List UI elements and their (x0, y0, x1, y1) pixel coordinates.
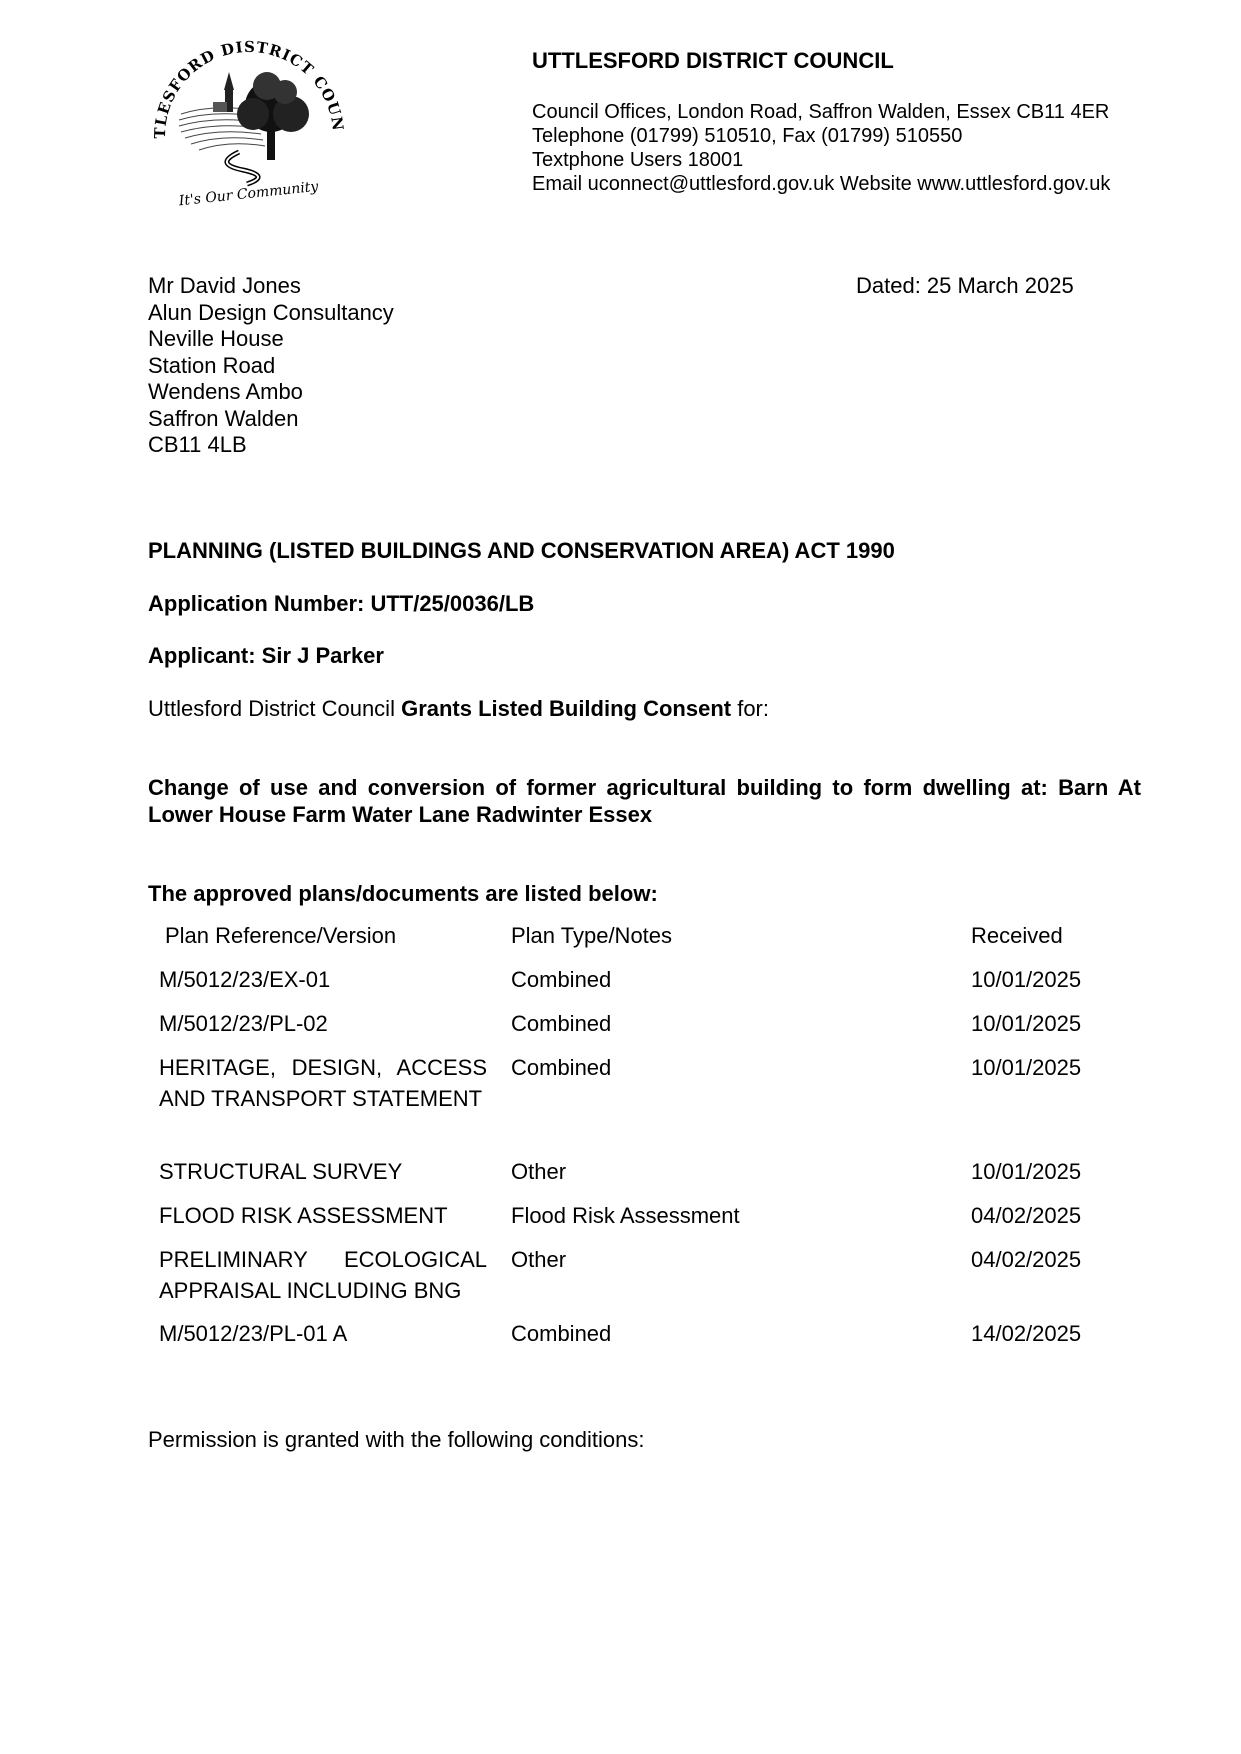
table-header-row (148, 920, 1128, 964)
council-name: UTTLESFORD DISTRICT COUNCIL (532, 48, 894, 73)
svg-text:UTTLESFORD DISTRICT COUNCIL: TLESFORD DISTRICT COUN (150, 37, 348, 140)
conditions-intro: Permission is granted with the following conditions: (148, 1427, 645, 1452)
council-contact-details (532, 100, 1110, 196)
council-logo (143, 18, 355, 210)
address-line: Station Road (148, 352, 276, 378)
column-header-type: Plan Type/Notes (511, 923, 673, 948)
plan-type: Combined (511, 1011, 612, 1036)
plan-type: Other (511, 1159, 567, 1184)
act-title: PLANNING (LISTED BUILDINGS AND CONSERVATION AREA) ACT 1990 (148, 538, 895, 563)
table-row (148, 1008, 1128, 1052)
council-address: Council Offices, London Road, Saffron Walden, Essex CB11 4ER (532, 101, 1110, 123)
plan-type: Other (511, 1247, 567, 1272)
table-row (148, 1052, 1128, 1156)
plans-heading: The approved plans/documents are listed below: (148, 881, 658, 906)
application-number: Application Number: UTT/25/0036/LB (148, 591, 535, 616)
plan-received: 10/01/2025 (971, 1159, 1082, 1184)
plan-received: 04/02/2025 (971, 1203, 1082, 1228)
proposal-description: Change of use and conversion of former agricultural building to form dwelling at: Barn At Lower House Farm Water Lane Radwinter Essex (148, 775, 1141, 827)
plan-reference: PRELIMINARY ECOLOGICAL APPRAISAL INCLUDING BNG (159, 1247, 487, 1303)
address-line: Neville House (148, 326, 284, 351)
grant-decision: Grants Listed Building Consent (401, 696, 732, 721)
address-line: Alun Design Consultancy (148, 299, 394, 325)
letter-date: Dated: 25 March 2025 (856, 273, 1074, 298)
table-row (148, 1244, 1128, 1318)
plan-received: 14/02/2025 (971, 1321, 1082, 1346)
recipient-address (148, 273, 394, 459)
table-row (148, 1318, 1128, 1362)
address-line: Mr David Jones (148, 273, 301, 298)
council-phone: Telephone (01799) 510510, Fax (01799) 510550 (532, 125, 963, 147)
council-logo-graphic (143, 18, 355, 210)
plan-received: 04/02/2025 (971, 1247, 1082, 1272)
plans-table (148, 920, 1128, 1362)
plan-received: 10/01/2025 (971, 1011, 1082, 1036)
plan-type: Flood Risk Assessment (511, 1203, 740, 1228)
logo-slogan: It's Our Community (178, 178, 320, 210)
column-header-reference: Plan Reference/Version (165, 923, 397, 948)
plan-type: Combined (511, 967, 612, 992)
address-line: CB11 4LB (148, 432, 247, 457)
table-row (148, 1200, 1128, 1244)
plan-type: Combined (511, 1055, 612, 1080)
plan-type: Combined (511, 1321, 612, 1346)
plan-reference: FLOOD RISK ASSESSMENT (159, 1203, 448, 1228)
grant-prefix: Uttlesford District Council (148, 696, 402, 721)
plan-reference: STRUCTURAL SURVEY (159, 1159, 403, 1184)
plan-reference: M/5012/23/EX-01 (159, 967, 331, 992)
plan-reference: HERITAGE, DESIGN, ACCESS AND TRANSPORT STATEMENT (159, 1055, 487, 1111)
table-row (148, 964, 1128, 1008)
address-line: Wendens Ambo (148, 379, 303, 404)
plan-reference: M/5012/23/PL-02 (159, 1011, 328, 1036)
plan-received: 10/01/2025 (971, 1055, 1082, 1080)
grant-statement (148, 696, 769, 722)
grant-suffix: for: (731, 696, 769, 721)
table-row (148, 1156, 1128, 1200)
column-header-received: Received (971, 923, 1063, 948)
address-line: Saffron Walden (148, 405, 299, 431)
plan-reference: M/5012/23/PL-01 A (159, 1321, 348, 1346)
council-textphone: Textphone Users 18001 (532, 149, 744, 171)
council-email-website: Email uconnect@uttlesford.gov.uk Website www.uttlesford.gov.uk (532, 173, 1111, 195)
plan-received: 10/01/2025 (971, 967, 1082, 992)
applicant: Applicant: Sir J Parker (148, 643, 384, 668)
